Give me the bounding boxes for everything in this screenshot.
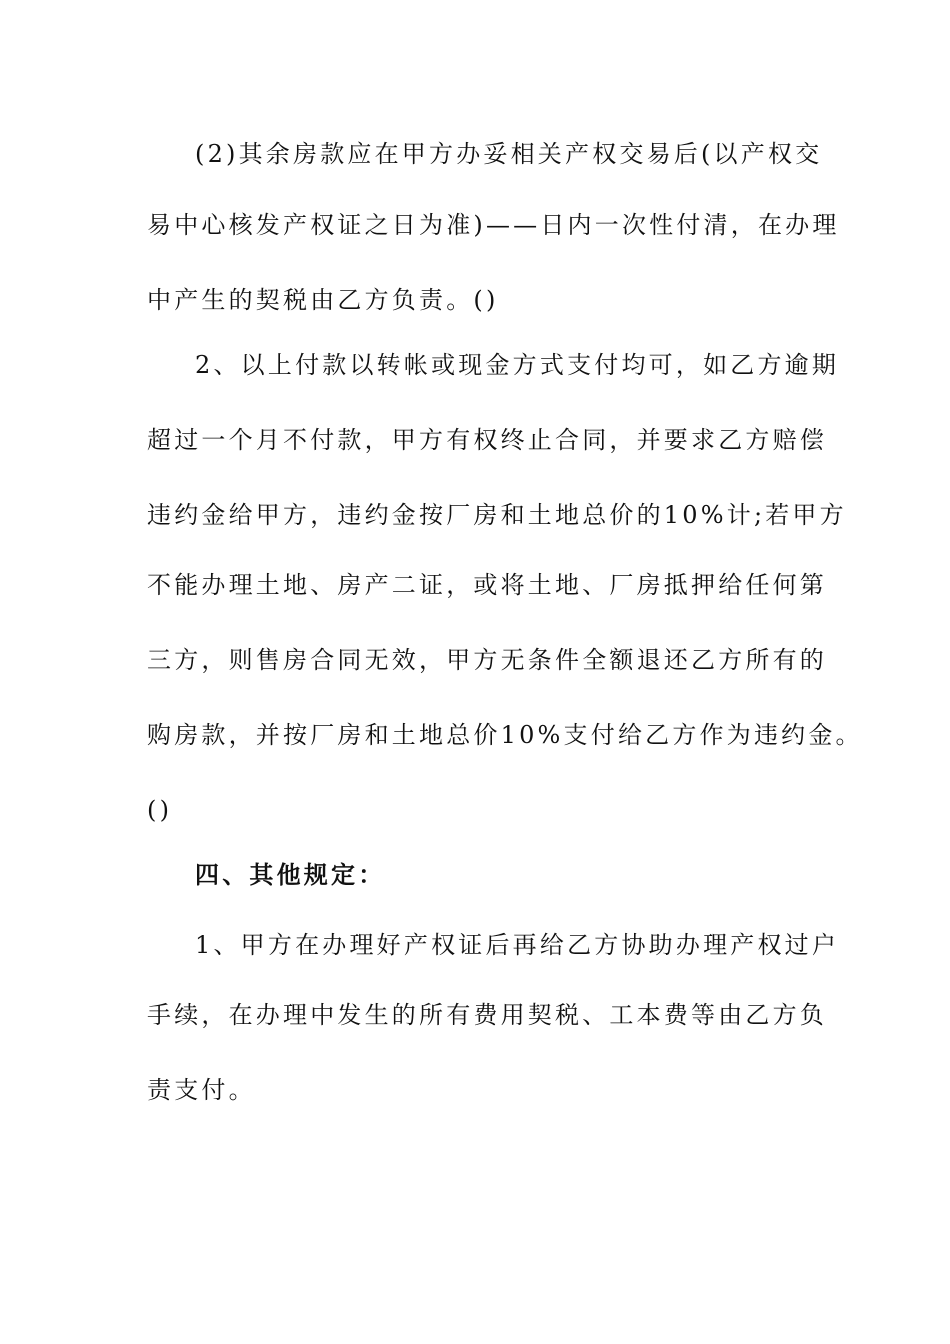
paragraph-line: 违约金给甲方，违约金按厂房和土地总价的10%计;若甲方 <box>147 501 847 529</box>
paragraph-line: (2)其余房款应在甲方办妥相关产权交易后(以产权交 <box>195 140 823 168</box>
section-heading: 四、其他规定： <box>195 861 386 889</box>
paragraph-line: 购房款，并按厂房和土地总价10%支付给乙方作为违约金。 <box>147 721 863 749</box>
paragraph-line: 易中心核发产权证之日为准)——日内一次性付清，在办理 <box>147 211 840 239</box>
paragraph-line: 责支付。 <box>147 1076 256 1104</box>
paragraph-line: 超过一个月不付款，甲方有权终止合同，并要求乙方赔偿 <box>147 426 827 454</box>
paragraph-line: () <box>147 796 173 824</box>
paragraph-line: 三方，则售房合同无效，甲方无条件全额退还乙方所有的 <box>147 646 827 674</box>
paragraph-line: 1、甲方在办理好产权证后再给乙方协助办理产权过户 <box>195 931 840 959</box>
paragraph-line: 2、以上付款以转帐或现金方式支付均可，如乙方逾期 <box>195 351 840 379</box>
paragraph-line: 不能办理土地、房产二证，或将土地、厂房抵押给任何第 <box>147 571 827 599</box>
paragraph-line: 中产生的契税由乙方负责。() <box>147 286 499 314</box>
paragraph-line: 手续，在办理中发生的所有费用契税、工本费等由乙方负 <box>147 1001 827 1029</box>
